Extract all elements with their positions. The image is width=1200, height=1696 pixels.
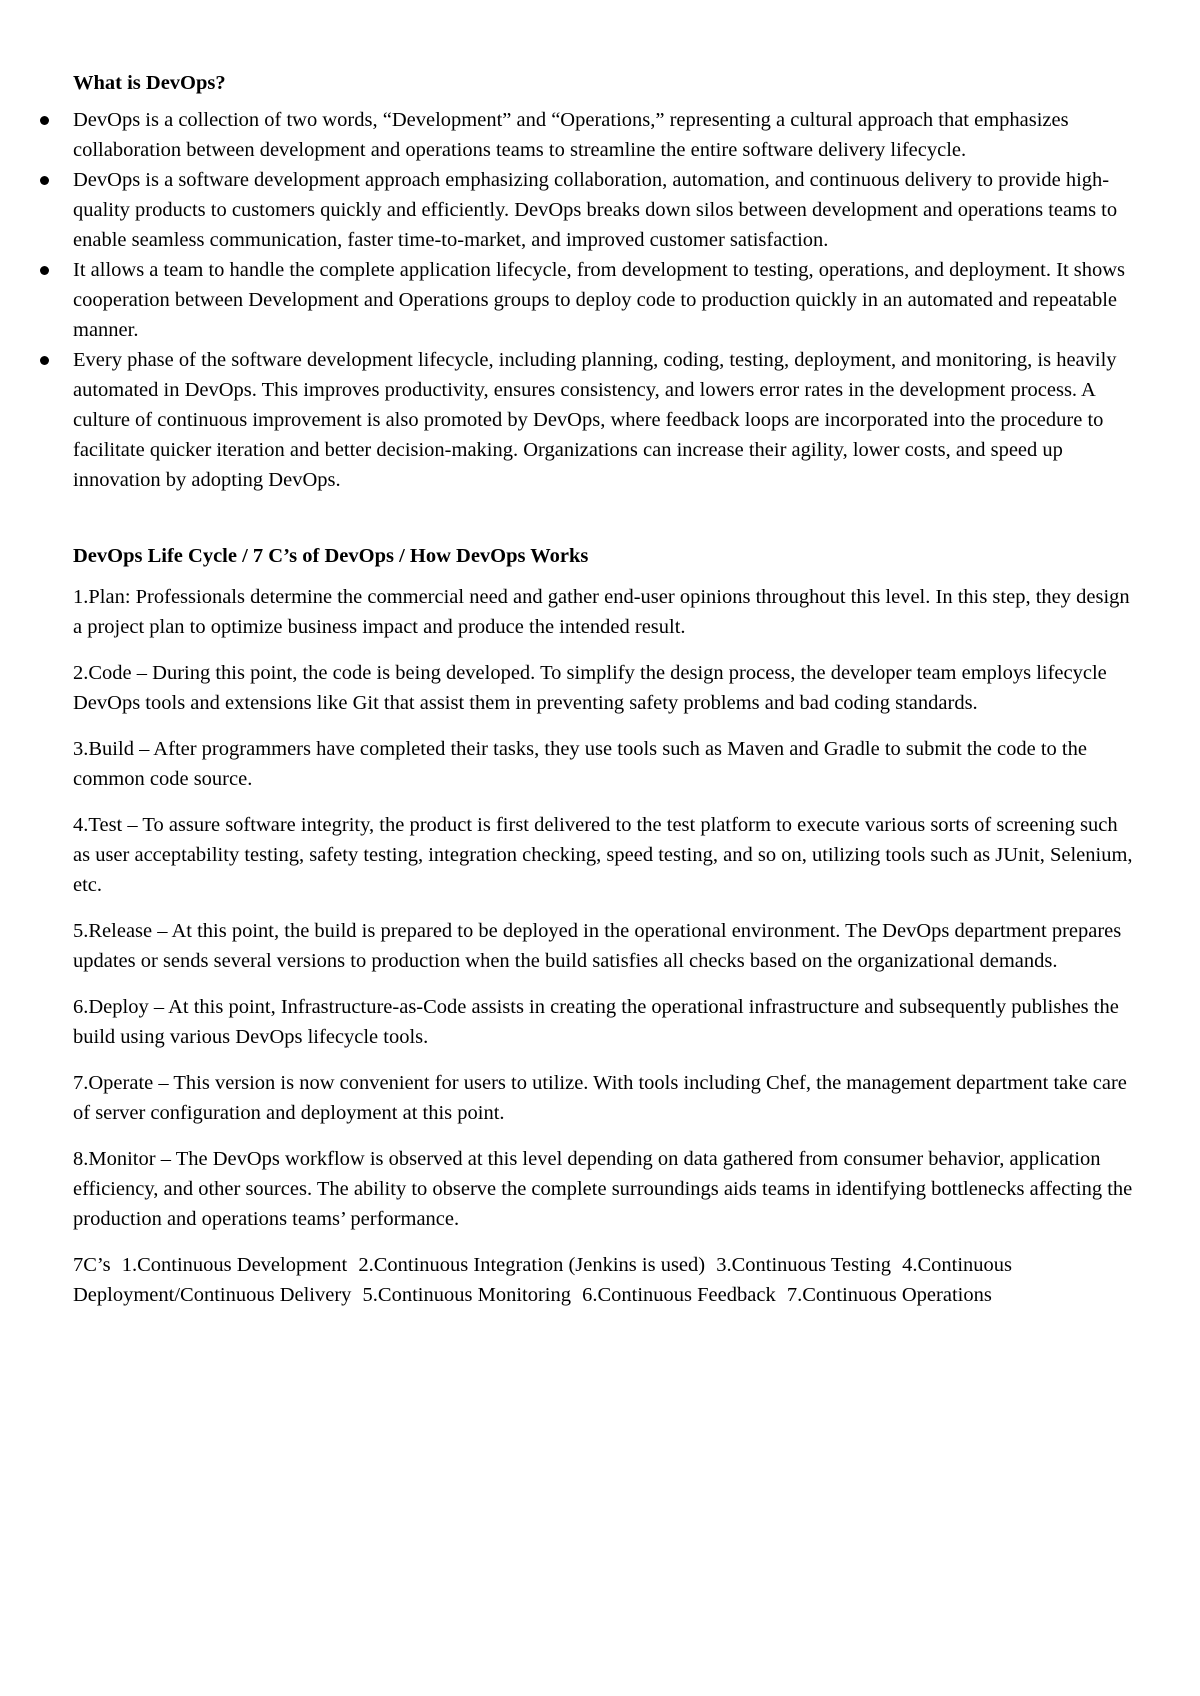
list-item-text: DevOps is a collection of two words, “Development” and “Operations,” representing a cultural approach that emphasizes collaboration between development and operations teams to streamline the entire software delivery lifecycle. <box>73 109 1069 161</box>
bullet-icon <box>40 116 49 125</box>
c-item-operations: 7.Continuous Operations <box>786 1284 992 1306</box>
c-item-monitoring: 5.Continuous Monitoring <box>362 1284 571 1306</box>
bullet-icon <box>40 176 49 185</box>
c-item-integration: 2.Continuous Integration (Jenkins is used) <box>358 1254 706 1276</box>
document-page <box>73 68 1133 1310</box>
devops-definition-list <box>73 105 1133 495</box>
heading-what-is-devops: What is DevOps? <box>73 72 226 94</box>
step-monitor: 8.Monitor – The DevOps workflow is observed at this level depending on data gathered from consumer behavior, application efficiency, and other sources. The ability to observe the complete surroundings aids teams in identifying bottlenecks affecting the production and operations teams’ performance. <box>73 1148 1133 1230</box>
step-deploy: 6.Deploy – At this point, Infrastructure-as-Code assists in creating the operational infrastructure and subsequently publishes the build using various DevOps lifecycle tools. <box>73 996 1119 1048</box>
list-item <box>73 255 1133 345</box>
list-item <box>73 105 1133 165</box>
step-operate: 7.Operate – This version is now convenient for users to utilize. With tools including Chef, the management department take care of server configuration and deployment at this point. <box>73 1072 1127 1124</box>
c-item-testing: 3.Continuous Testing <box>716 1254 891 1276</box>
step-release: 5.Release – At this point, the build is prepared to be deployed in the operational environment. The DevOps department prepares updates or sends several versions to production when the build satisfies all checks based on the organizational demands. <box>73 920 1122 972</box>
step-plan: 1.Plan: Professionals determine the commercial need and gather end-user opinions throughout this level. In this step, they design a project plan to optimize business impact and produce the intended result. <box>73 586 1130 638</box>
list-item <box>73 165 1133 255</box>
list-item-text: It allows a team to handle the complete application lifecycle, from development to testing, operations, and deployment. It shows cooperation between Development and Operations groups to deploy code to production quickly in an automated and repeatable manner. <box>73 259 1126 341</box>
seven-cs-label: 7C’s <box>73 1254 111 1276</box>
list-item-text: Every phase of the software development lifecycle, including planning, coding, testing, deployment, and monitoring, is heavily automated in DevOps. This improves productivity, ensures consistency, and lowers error rates in the development process. A culture of continuous improvement is also promoted by DevOps, where feedback loops are incorporated into the procedure to facilitate quicker iteration and better decision-making. Organizations can increase their agility, lower costs, and speed up innovation by adopting DevOps. <box>73 349 1117 491</box>
c-item-feedback: 6.Continuous Feedback <box>582 1284 776 1306</box>
c-item-development: 1.Continuous Development <box>121 1254 348 1276</box>
bullet-icon <box>40 356 49 365</box>
step-build: 3.Build – After programmers have completed their tasks, they use tools such as Maven and Gradle to submit the code to the common code source. <box>73 738 1087 790</box>
heading-devops-life-cycle: DevOps Life Cycle / 7 C’s of DevOps / How DevOps Works <box>73 545 589 567</box>
c-item-deployment: 4.Continuous Deployment/Continuous Delivery <box>73 1254 1013 1306</box>
step-code: 2.Code – During this point, the code is being developed. To simplify the design process, the developer team employs lifecycle DevOps tools and extensions like Git that assist them in preventing safety problems and bad coding standards. <box>73 662 1107 714</box>
bullet-icon <box>40 266 49 275</box>
list-item-text: DevOps is a software development approach emphasizing collaboration, automation, and continuous delivery to provide high-quality products to customers quickly and efficiently. DevOps breaks down silos between development and operations teams to enable seamless communication, faster time-to-market, and improved customer satisfaction. <box>73 169 1118 251</box>
seven-cs-summary <box>73 1250 1133 1310</box>
list-item <box>73 345 1133 495</box>
step-test: 4.Test – To assure software integrity, the product is first delivered to the test platform to execute various sorts of screening such as user acceptability testing, safety testing, integration checking, speed testing, and so on, utilizing tools such as JUnit, Selenium, etc. <box>73 814 1133 896</box>
section-spacer <box>73 495 1133 541</box>
